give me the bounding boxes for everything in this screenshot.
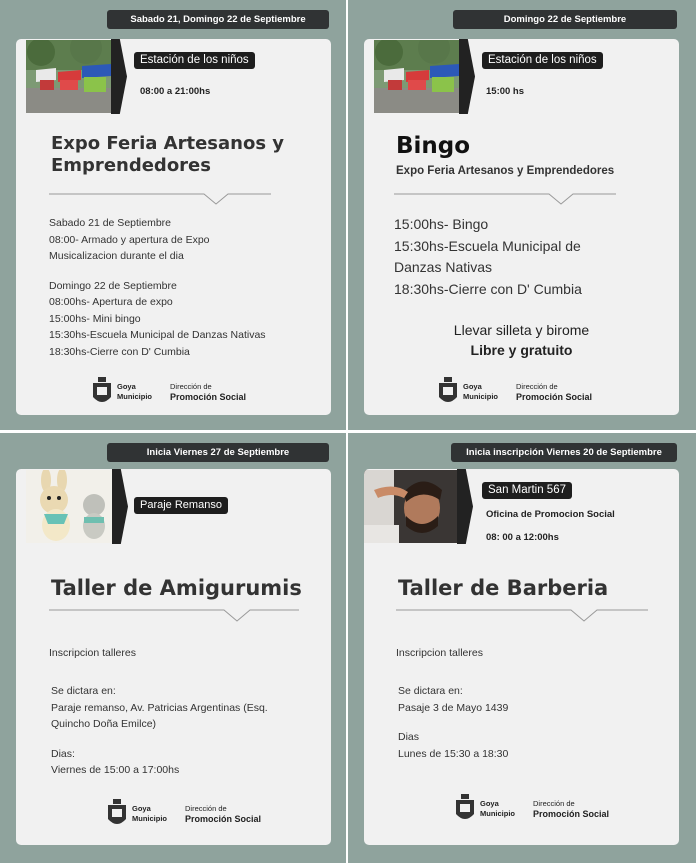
workshop-details — [398, 683, 508, 762]
event-free-label: Libre y gratuito — [470, 342, 573, 358]
event-schedule — [394, 214, 582, 300]
info-line: Dias: — [51, 747, 75, 760]
event-card — [16, 469, 331, 845]
divider-chevron — [49, 609, 299, 625]
location-tag: Estación de los niños — [134, 52, 255, 69]
schedule-line: Sabado 21 de Septiembre — [49, 217, 172, 229]
schedule-line: 15:00hs- Bingo — [394, 216, 489, 232]
municipio-label: Municipio — [132, 814, 167, 823]
municipio-label: Municipio — [480, 809, 515, 818]
event-card — [364, 39, 679, 415]
schedule-line: 15:00hs- Mini bingo — [49, 312, 141, 325]
event-panel-barberia — [348, 433, 696, 863]
event-time: 08:00 a 21:00hs — [140, 86, 211, 97]
goya-label: Goya — [480, 799, 499, 808]
date-badge: Inicia inscripción Viernes 20 de Septiembre — [451, 443, 677, 462]
goya-label: Goya — [117, 382, 136, 391]
goya-crest-icon — [91, 377, 113, 407]
event-panel-expo-feria — [0, 0, 346, 430]
info-line: Quincho Doña Emilce) — [51, 718, 157, 730]
event-card — [16, 39, 331, 415]
goya-crest-icon — [106, 799, 128, 829]
workshop-info — [396, 645, 483, 662]
info-line: Viernes de 15:00 a 17:00hs — [51, 764, 180, 776]
goya-crest-icon — [454, 794, 476, 824]
date-badge: Inicia Viernes 27 de Septiembre — [107, 443, 329, 462]
info-line: Paraje remanso, Av. Patricias Argentinas (Esq. — [51, 701, 268, 714]
info-line: Se dictara en: — [51, 685, 116, 697]
info-line: Inscripcion talleres — [396, 647, 483, 659]
title-line: Emprendedores — [51, 155, 211, 176]
workshop-info — [49, 645, 136, 662]
market-stalls-photo — [374, 40, 459, 113]
schedule-line: 08:00hs- Apertura de expo — [49, 296, 173, 308]
event-subtitle: Expo Feria Artesanos y Emprendedores — [396, 165, 615, 177]
barber-photo — [364, 470, 457, 543]
schedule-line: Danzas Nativas — [394, 259, 493, 275]
tab-arrow — [111, 39, 127, 114]
schedule-line: 18:30hs-Cierre con D' Cumbia — [49, 345, 190, 358]
municipio-logo — [454, 794, 609, 824]
direccion-label: Dirección de — [516, 381, 558, 391]
direccion-label: Dirección de — [185, 803, 227, 813]
promocion-label: Promoción Social — [516, 391, 593, 402]
municipio-label: Municipio — [463, 392, 498, 401]
workshop-details — [51, 683, 268, 779]
event-title: Taller de Amigurumis — [51, 576, 302, 600]
divider-chevron — [394, 193, 616, 209]
event-note: Llevar silleta y birome — [453, 322, 590, 338]
event-time: 15:00 hs — [486, 86, 525, 97]
schedule-line: Musicalizacion durante el dia — [49, 250, 184, 262]
info-line: Lunes de 15:30 a 18:30 — [398, 747, 509, 760]
goya-label: Goya — [463, 382, 482, 391]
amigurumi-toys-photo — [26, 470, 112, 543]
schedule-line: Domingo 22 de Septiembre — [49, 279, 177, 292]
promocion-label: Promoción Social — [170, 391, 247, 402]
event-title: Taller de Barberia — [398, 576, 609, 600]
municipio-logo — [106, 799, 261, 829]
municipio-label: Municipio — [117, 392, 152, 401]
location-tag: Paraje Remanso — [134, 497, 228, 514]
info-line: Inscripcion talleres — [49, 647, 136, 659]
info-line: Se dictara en: — [398, 685, 463, 697]
event-card — [364, 469, 679, 845]
info-line: Pasaje 3 de Mayo 1439 — [398, 701, 509, 714]
tab-arrow — [112, 469, 128, 544]
schedule-line: 15:30hs-Escuela Municipal de Danzas Nativas — [49, 329, 266, 341]
event-panel-bingo — [348, 0, 696, 430]
goya-label: Goya — [132, 804, 151, 813]
date-badge: Domingo 22 de Septiembre — [453, 10, 677, 29]
divider-chevron — [49, 193, 271, 209]
municipio-logo — [437, 377, 592, 407]
location-tag: San Martin 567 — [482, 482, 572, 499]
schedule-line: 18:30hs-Cierre con D' Cumbia — [394, 280, 582, 297]
event-title: Bingo — [396, 133, 471, 159]
office-name: Oficina de Promocion Social — [486, 509, 615, 520]
direccion-label: Dirección de — [170, 381, 212, 391]
tab-arrow — [457, 469, 473, 544]
divider-chevron — [396, 609, 648, 625]
tab-arrow — [459, 39, 475, 114]
office-hours: 08: 00 a 12:00hs — [486, 532, 559, 543]
schedule-line: 15:30hs-Escuela Municipal de — [394, 237, 581, 254]
market-stalls-photo — [26, 40, 111, 113]
location-tag: Estación de los niños — [482, 52, 603, 69]
schedule-line: 08:00- Armado y apertura de Expo — [49, 233, 210, 246]
event-panel-amigurumis — [0, 433, 346, 863]
date-badge: Sabado 21, Domingo 22 de Septiembre — [107, 10, 329, 29]
event-title — [51, 133, 284, 177]
event-note-block — [364, 320, 679, 360]
goya-crest-icon — [437, 377, 459, 407]
direccion-label: Dirección de — [533, 798, 575, 808]
promocion-label: Promoción Social — [185, 813, 262, 824]
info-line: Dias — [398, 731, 420, 743]
promocion-label: Promoción Social — [533, 808, 610, 819]
event-schedule — [49, 215, 266, 360]
municipio-logo — [91, 377, 246, 407]
title-line: Expo Feria Artesanos y — [51, 133, 285, 154]
